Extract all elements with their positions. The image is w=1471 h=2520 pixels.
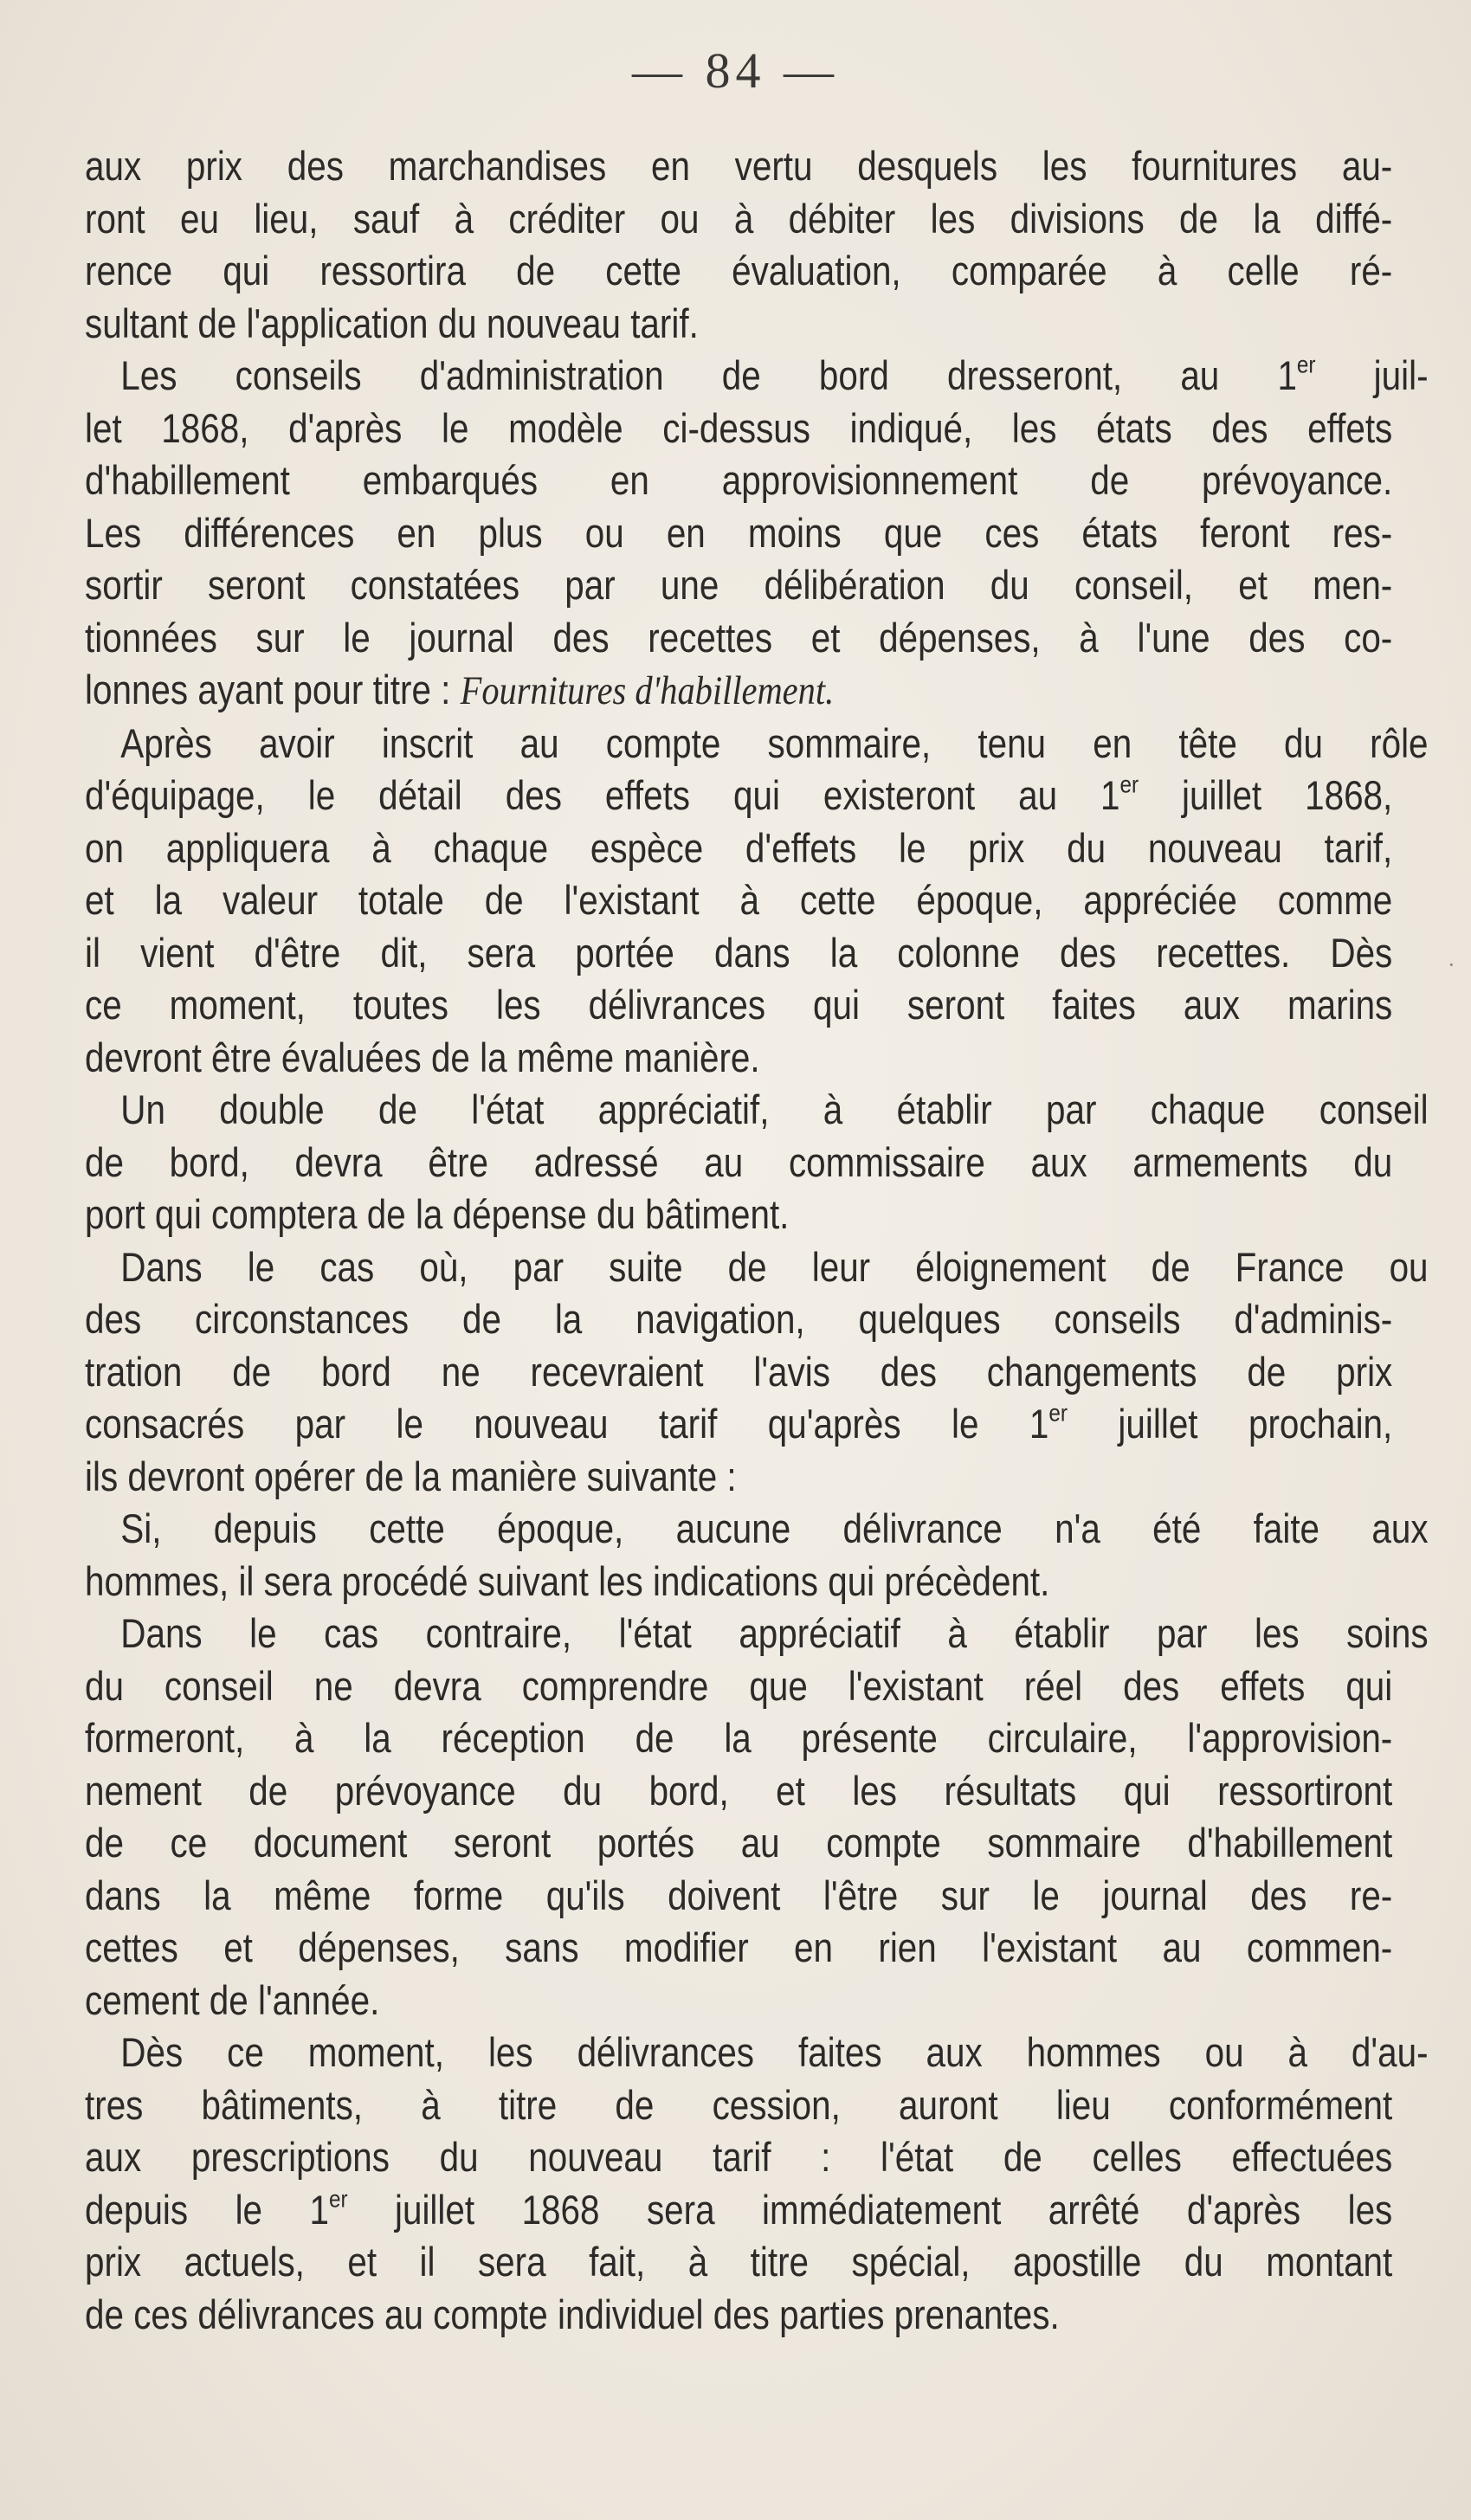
text-line: prix actuels, et il sera fait, à titre spécial, apostille du montant [85, 2239, 1393, 2285]
text-line: devront être évaluées de la même manière. [85, 1034, 760, 1080]
text-line: aux prescriptions du nouveau tarif : l'état de celles effectuées [85, 2134, 1393, 2180]
text-line: tres bâtiments, à titre de cession, auront lieu conformément [85, 2081, 1393, 2128]
text-line: Dans le cas où, par suite de leur éloignement de France ou [120, 1243, 1429, 1290]
text-line: lonnes ayant pour titre : Fournitures d'habillement. [85, 667, 835, 713]
text-line: d'équipage, le détail des effets qui existeront au 1er juillet 1868, [85, 770, 1393, 818]
text-line: de ce document seront portés au compte sommaire d'habillement [85, 1820, 1393, 1866]
text-line: let 1868, d'après le modèle ci-dessus indiqué, les états des effets [85, 404, 1393, 451]
text-line: depuis le 1er juillet 1868 sera immédiatement arrêté d'après les [85, 2183, 1393, 2233]
text-line: Après avoir inscrit au compte sommaire, tenu en tête du rôle [120, 719, 1429, 766]
text-line: ront eu lieu, sauf à créditer ou à débiter les divisions de la diffé- [85, 195, 1393, 242]
text-line: formeront, à la réception de la présente circulaire, l'approvision- [85, 1715, 1393, 1761]
text-line: ils devront opérer de la manière suivante : [85, 1453, 737, 1499]
text-line: de ces délivrances au compte individuel des parties prenantes. [85, 2291, 1060, 2337]
text-line: consacrés par le nouveau tarif qu'après le 1er juillet prochain, [85, 1398, 1393, 1447]
text-line: ce moment, toutes les délivrances qui seront faites aux marins [85, 982, 1393, 1028]
text-line: Un double de l'état appréciatif, à établir par chaque conseil [120, 1086, 1429, 1132]
text-line: d'habillement embarqués en approvisionnement de prévoyance. [85, 457, 1393, 503]
text-line: des circonstances de la navigation, quelques conseils d'adminis- [85, 1296, 1393, 1342]
text-line: tration de bord ne recevraient l'avis des changements de prix [85, 1348, 1393, 1395]
text-line: rence qui ressortira de cette évaluation, comparée à celle ré- [85, 248, 1393, 293]
text-line: et la valeur totale de l'existant à cette époque, appréciée comme [85, 877, 1393, 923]
text-line: Si, depuis cette époque, aucune délivrance n'a été faite aux [120, 1505, 1429, 1551]
text-line: tionnées sur le journal des recettes et dépenses, à l'une des co- [85, 614, 1393, 661]
text-line: on appliquera à chaque espèce d'effets le prix du nouveau tarif, [85, 824, 1393, 871]
text-line: Dès ce moment, les délivrances faites aux hommes ou à d'au- [120, 2029, 1429, 2075]
text-line: Les conseils d'administration de bord dresseront, au 1er juil- [120, 350, 1429, 398]
text-line: du conseil ne devra comprendre que l'existant réel des effets qui [85, 1662, 1393, 1709]
text-line: sortir seront constatées par une délibération du conseil, et men- [85, 562, 1393, 608]
text-line: nement de prévoyance du bord, et les résultats qui ressortiront [85, 1767, 1393, 1814]
text-line: il vient d'être dit, sera portée dans la colonne des recettes. Dès [85, 929, 1393, 976]
text-line: hommes, il sera procédé suivant les indications qui précèdent. [85, 1557, 1050, 1604]
text-line: Les différences en plus ou en moins que ces états feront res- [85, 509, 1393, 556]
text-line: port qui comptera de la dépense du bâtiment. [85, 1191, 790, 1237]
text-line: cement de l'année. [85, 1976, 380, 2023]
text-line: dans la même forme qu'ils doivent l'être sur le journal des re- [85, 1872, 1393, 1918]
text-line: Dans le cas contraire, l'état appréciatif à établir par les soins [120, 1610, 1429, 1656]
text-line: cettes et dépenses, sans modifier en rien l'existant au commen- [85, 1924, 1393, 1970]
page-number: — 84 — [632, 42, 839, 99]
text-line: de bord, devra être adressé au commissaire aux armements du [85, 1138, 1393, 1185]
text-line: sultant de l'application du nouveau tarif. [85, 300, 699, 346]
margin-speck: · [1448, 952, 1455, 977]
text-line: aux prix des marchandises en vertu desquels les fournitures au- [85, 143, 1393, 189]
body-text [85, 140, 1429, 2341]
